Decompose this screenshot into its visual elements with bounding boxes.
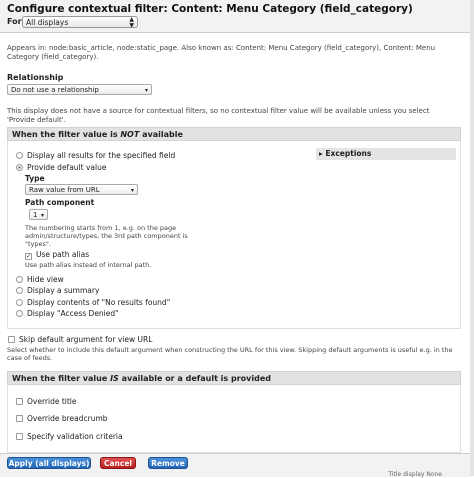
chevron-down-icon: ▾ [40, 212, 44, 219]
dialog-header [0, 0, 470, 33]
radio-provide-default[interactable] [16, 163, 106, 172]
relationship-note: This display does not have a source for contextual filters, so no contextual filter value will be available unless you select 'Provide default'. [7, 107, 430, 124]
for-display-select[interactable] [22, 16, 138, 28]
heading-emphasis: IS [110, 374, 119, 383]
relationship-label: Relationship [7, 73, 64, 82]
radio-label: Display "Access Denied" [27, 309, 119, 318]
path-component-select[interactable] [29, 209, 48, 220]
path-component-help: The numbering starts from 1, e.g. on the page admin/structure/types, the 3rd path component is "types". [25, 224, 188, 248]
radio-label: Hide view [27, 275, 64, 284]
for-label: For [7, 17, 22, 26]
heading-emphasis: NOT [120, 130, 140, 139]
override-title-checkbox[interactable] [16, 397, 77, 406]
appears-in-text: Appears in: node:basic_article, node:static_page. Also known as: Content: Menu Category (field_category), Content: Menu Category (field_category). [7, 44, 436, 61]
checkbox-label: Override title [27, 397, 77, 406]
select-arrows-icon: ▲ ▼ [129, 16, 134, 29]
radio-icon [16, 152, 23, 159]
checkbox-label: Specify validation criteria [27, 432, 123, 441]
type-label: Type [25, 174, 45, 183]
radio-label: Provide default value [27, 163, 107, 172]
radio-hide-view[interactable] [16, 275, 64, 284]
exceptions-label: Exceptions [325, 149, 372, 158]
heading-text: available [139, 130, 183, 139]
type-select[interactable] [25, 184, 138, 195]
apply-button[interactable]: Apply (all displays) [8, 459, 90, 468]
checkbox-label: Override breadcrumb [27, 414, 108, 423]
checkbox-icon [16, 398, 23, 405]
checkbox-label: Use path alias [36, 250, 90, 259]
relationship-value: Do not use a relationship [11, 86, 99, 94]
checkbox-icon [8, 336, 15, 343]
type-value: Raw value from URL [29, 186, 100, 194]
radio-access-denied[interactable] [16, 309, 119, 318]
path-component-label: Path component [25, 198, 95, 207]
radio-display-all[interactable] [16, 151, 175, 160]
cancel-button[interactable]: Cancel [100, 457, 136, 469]
chevron-down-icon: ▾ [130, 187, 134, 194]
relationship-select[interactable] [7, 84, 152, 95]
radio-label: Display a summary [27, 286, 100, 295]
checkbox-icon [16, 415, 23, 422]
dialog-button-bar [0, 453, 470, 477]
checkbox-checked-icon: ✓ [26, 253, 32, 260]
heading-text: available or a default is provided [118, 374, 271, 383]
radio-label: Display contents of "No results found" [27, 298, 171, 307]
checkbox-label: Skip default argument for view URL [19, 335, 153, 344]
radio-icon [16, 287, 23, 294]
radio-icon [16, 276, 23, 283]
heading-text: When the filter value [12, 374, 111, 383]
path-component-value: 1 [33, 211, 38, 219]
heading-text: When the filter value is [12, 130, 121, 139]
not-available-heading [7, 127, 461, 141]
radio-icon [16, 310, 23, 317]
skip-default-checkbox[interactable] [8, 335, 152, 344]
skip-default-help: Select whether to include this default argument when constructing the URL for this view. Skipping default arguments is useful e.g. in the case of feeds. [7, 346, 453, 362]
dialog-body[interactable] [0, 33, 470, 453]
checkbox-icon [16, 433, 23, 440]
validation-criteria-checkbox[interactable] [16, 432, 123, 441]
override-breadcrumb-checkbox[interactable] [16, 414, 108, 423]
radio-no-results[interactable] [16, 298, 170, 307]
scrollbar[interactable] [470, 0, 474, 476]
footer-text: Title display None [388, 471, 442, 478]
radio-label: Display all results for the specified field [27, 151, 176, 160]
available-heading [7, 371, 461, 385]
use-path-alias-help: Use path alias instead of internal path. [25, 261, 152, 269]
triangle-right-icon: ▸ [319, 149, 323, 158]
chevron-down-icon: ▾ [144, 87, 148, 94]
dialog-title: Configure contextual filter: Content: Menu Category (field_category) [7, 3, 413, 15]
radio-display-summary[interactable] [16, 286, 99, 295]
for-display-value: All displays [26, 18, 69, 27]
exceptions-toggle[interactable] [316, 148, 456, 160]
radio-selected-icon [16, 164, 23, 171]
use-path-alias-checkbox[interactable] [25, 250, 89, 260]
remove-button[interactable]: Remove [148, 457, 188, 469]
radio-icon [16, 299, 23, 306]
